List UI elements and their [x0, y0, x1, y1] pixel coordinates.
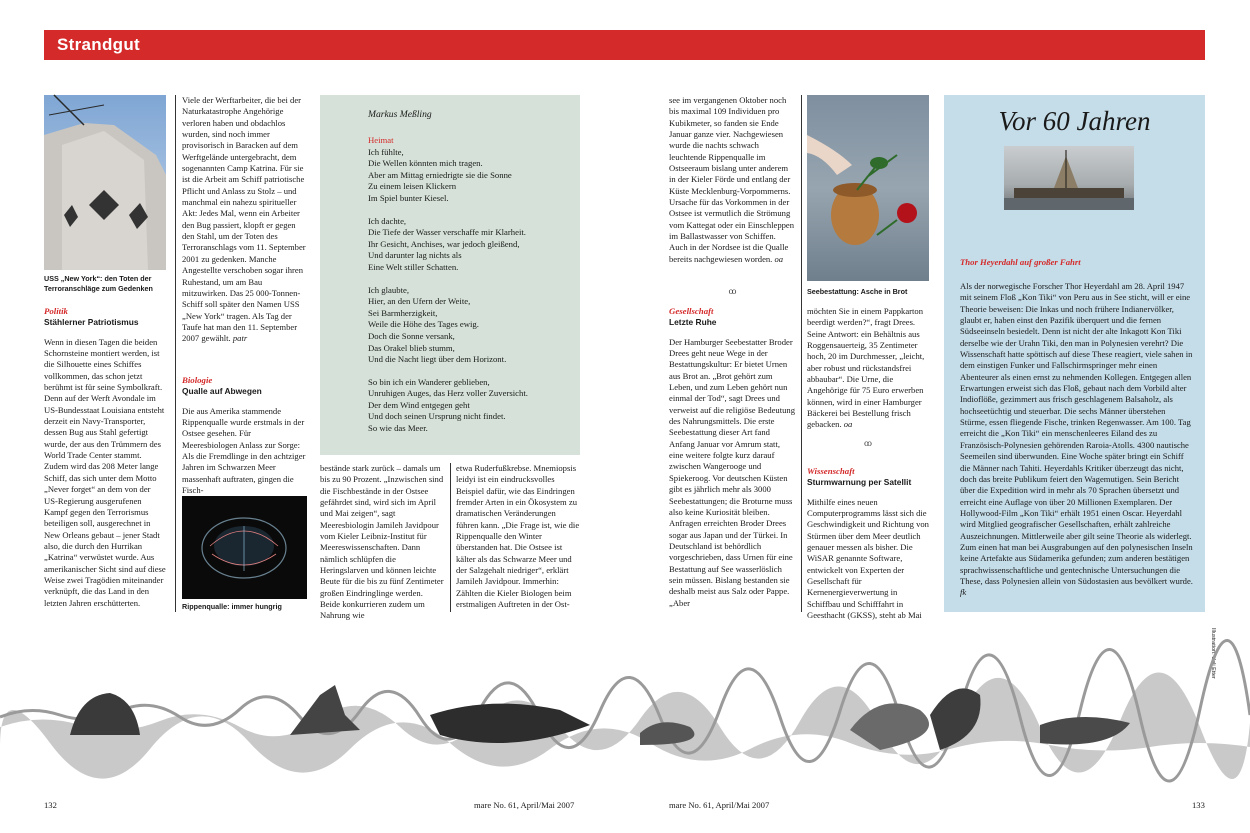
poem-title: Heimat — [368, 135, 394, 145]
poem-line: Das Orakel blieb stumm, — [368, 342, 455, 353]
poem-line: Und doch seinen Ursprung nicht findet. — [368, 411, 506, 422]
poem-line: Ihr Gesicht, Anchises, war jedoch gleißend, — [368, 238, 520, 249]
poem-line: Doch die Sonne versank, — [368, 330, 455, 341]
poem-line: Weile die Höhe des Tages ewig. — [368, 319, 479, 330]
wissenschaft-headline: Sturmwarnung per Satellit — [807, 477, 912, 488]
poem-stanza-3 — [368, 285, 573, 366]
sidebox-title: Vor 60 Jahren — [998, 106, 1151, 136]
poem-stanza-2 — [368, 216, 573, 274]
poem-line: Unruhigen Auges, das Herz voller Zuversicht. — [368, 388, 528, 399]
gesellschaft-headline: Letzte Ruhe — [669, 317, 717, 328]
biologie-body-continued-2: etwa Ruderfußkrebse. Mnemiopsis leidyi ist ein eindrucksvolles Beispiel dafür, wie das Eindringen fremder Arten in ein Ökosystem zu dramatischen Veränderungen führen kann. „Die Frage ist, wie die Rippenqualle den Winter überstanden hat. Die Ostsee ist kälter als das Schwarze Meer und der Salzgehalt niedriger“, erklärt Jamileh Javidpour. Immerhin: Zählten die Kieler Biologen beim erstmaligen Auftreten in der Ost- — [456, 463, 580, 610]
gesellschaft-rubric: Gesellschaft — [669, 306, 714, 316]
biologie-body: Die aus Amerika stammende Rippenqualle wurde erstmals in der Ostsee gesehen. Für Meeresbiologen Anlass zur Sorge: Als die Fremdlinge in den achtziger Jahren im Schwarzen Meer massenhaft auftraten, gingen die Fisch- — [182, 405, 306, 496]
jellyfish-caption: Rippenqualle: immer hungrig — [182, 602, 282, 611]
poem-line: Im Spiel bunter Kiesel. — [368, 192, 449, 203]
poem-line: Ich dachte, — [368, 215, 407, 226]
poem-line: Und darunter lag nichts als — [368, 250, 462, 261]
illustration-credit: Illustration: Ueli Etter — [1210, 628, 1216, 679]
poem-line: Und die Nacht liegt über dem Horizont. — [368, 354, 507, 365]
page-number-right: 133 — [1192, 800, 1205, 810]
politik-body: Wenn in diesen Tagen die beiden Schornsteine montiert werden, ist die Silhouette eines Schiffes vollkommen, das schon jetzt berühmt ist für seine Symbolkraft. Denn auf der Werft Avondale im US-Bundesstaat Louisiana entsteht derzeit ein Navy-Transporter, dessen Bug aus Stahl gefertigt wurde, der aus den Trümmern des World Trade Center stammt. Zudem wird das 208 Meter lange Schiff, das sich unter dem Motto „Never forget“ an dem von der US-Regierung ausgerufenen Kampf gegen den Terrorismus beteiligen soll, ausgerechnet in New Orleans gebaut – jener Stadt also, die durch den Hurrikan „Katrina“ verwüstet wurde. Aus amerikanischer Sicht sind auf diese Weise zwei Tragödien miteinander verknüpft, die das Land in den letzten Jahren erschütterten. — [44, 336, 166, 608]
sidebox-subtitle: Thor Heyerdahl auf großer Fahrt — [960, 257, 1081, 267]
biologie-rubric: Biologie — [182, 375, 213, 385]
flotsam-illustration — [0, 655, 1250, 795]
biologie-body-end: see im vergangenen Oktober noch bis maximal 109 Individuen pro Kubikmeter, so fanden sie Ende Januar ganze vier. Nachgewiesen wurde die nachts schwach leuchtende Rippenqualle im Ostseeraum bislang unter anderem in der Kieler Förde und entlang der Küste Mecklenburg-Vorpommerns. Ursache für das Vorkommen in der Ostsee ist vermutlich die Strömung vom Kattegat oder ein Einschleppen im Ballastwasser von Schiffen. Auch in der Nordsee ist die Qualle bereits nachgewiesen worden. — [669, 95, 795, 264]
bread-urn-caption: Seebestattung: Asche in Brot — [807, 287, 908, 296]
kon-tiki-photo — [1004, 146, 1134, 210]
politik-headline: Stählerner Patriotismus — [44, 317, 139, 328]
poem-box — [320, 95, 580, 455]
poem-line: Ich glaubte, — [368, 284, 410, 295]
politik-continued — [182, 95, 307, 355]
bread-urn-photo — [807, 95, 929, 281]
page-number-left: 132 — [44, 800, 57, 810]
ship-photo-caption: USS „New York“: den Toten der Terroranschläge zum Gedenken — [44, 274, 153, 293]
wissenschaft-rubric: Wissenschaft — [807, 466, 855, 476]
gesellschaft-body: Der Hamburger Seebestatter Broder Drees geht neue Wege in der Bestattungskultur: Er bietet Urnen aus Brot an. „Brot gehört zum Leben, und zum Leben gehört nun einmal der Tod“, sagt Drees und verweist auf die religiöse Bedeutung des Nahrungsmittels. Die erste Seebestattung dieser Art fand Anfang Januar vor Amrum statt, eine weitere folgte kurz darauf zwischen Wangerooge und Spiekeroog. Vor deutschen Küsten gibt es jährlich mehr als 3000 Seebestattungen; die Broturne muss also keine Kuriosität bleiben. Anfragen erreichten Broder Drees sogar aus Japan und der Türkei. In Deutschland ist behördlich vorgeschrieben, dass Urnen für eine Bestattung auf See wasserlöslich sein müssen. Bislang bestanden sie deshalb meist aus Salz oder Pappe. „Aber — [669, 336, 796, 608]
politik-signature: patr — [232, 333, 248, 344]
poem-stanza-1 — [368, 147, 573, 205]
section-header-bar — [44, 30, 1205, 60]
poem-line: Zu einem leisen Klickern — [368, 181, 457, 192]
poem-line: Hier, an den Ufern der Weite, — [368, 296, 471, 307]
issue-info-left: mare No. 61, April/Mai 2007 — [474, 800, 575, 810]
wissenschaft-article — [807, 466, 929, 621]
biologie-continued-3 — [669, 95, 796, 277]
biologie-article — [182, 375, 307, 496]
gesellschaft-article — [669, 306, 796, 612]
gesellschaft-continued — [807, 306, 929, 431]
column-rule — [801, 95, 802, 612]
politik-body-continued: Viele der Werftarbeiter, die bei der Naturkatastrophe Angehörige verloren haben und obdachlos wurden, sind noch immer provisorisch in Baracken auf dem Werftgelände untergebracht, dem sogenannten Camp Katrina. Für sie ist die Arbeit am Schiff patriotische Pflicht und Anlass zu Stolz – und manchmal ein nahezu spiritueller Akt: Jedes Mal, wenn ein Arbeiter den Bug passiert, klopft er gegen den Stahl, um der Toten des Terroranschlags vom 11. September 2001 zu gedenken. Manche Angestellte verschoben sogar ihren Ruhestand, um am Bau mitzuwirken. Das 25 000-Tonnen-Schiff soll später den Namen USS „New York“ tragen. Als Tag der Taufe hat man den 11. September 2007 gewählt. — [182, 95, 306, 344]
section-title: Strandgut — [57, 35, 140, 54]
poem-line: Die Tiefe der Wasser verschaffe mir Klarheit. — [368, 227, 526, 238]
poem-line: So bin ich ein Wanderer geblieben, — [368, 376, 490, 387]
biologie-signature: oa — [774, 253, 784, 264]
poem-line: Eine Welt stiller Schatten. — [368, 261, 459, 272]
wissenschaft-body: Mithilfe eines neuen Computerprogramms lässt sich die Geschwindigkeit und Richtung von Stürmen über dem Meer deutlich genauer messen als bisher. Die WiSAR genannte Software, entwickelt von Experten der Gesellschaft für Kernenergieverwertung in Schiffbau und Schifffahrt in Geesthacht (GKSS), steht ab Mai — [807, 496, 929, 621]
jellyfish-photo — [182, 496, 307, 599]
sidebox-signature: fk — [960, 587, 967, 598]
gesellschaft-signature: oa — [843, 419, 853, 430]
poem-line: Aber am Mittag erniedrigte sie die Sonne — [368, 169, 512, 180]
section-divider: ꝏ — [728, 287, 737, 296]
sidebox-body — [960, 281, 1194, 599]
poem-line: Der dem Wind entgegen geht — [368, 399, 470, 410]
poem-line: Sei Barmherzigkeit, — [368, 307, 438, 318]
biologie-headline: Qualle auf Abwegen — [182, 386, 262, 397]
biologie-continued-2 — [456, 463, 580, 612]
poem-text — [368, 135, 573, 435]
column-rule — [175, 95, 176, 612]
politik-rubric: Politik — [44, 306, 68, 316]
poem-line: So wie das Meer. — [368, 423, 428, 434]
gesellschaft-body-continued: möchten Sie in einem Pappkarton beerdigt werden?“, fragt Drees. Seine Antwort: ein Behältnis aus Roggensauerteig, 35 Zentimeter hoch, 20 im Durchmesser, „leicht, aber robust und rückstandsfrei abbaubar“. Die Urne, die Angehörige für 75 Euro erwerben können, wird in einer Hamburger Bäckerei bei Bestellung frisch gebacken. — [807, 306, 925, 430]
ship-photo — [44, 95, 166, 270]
politik-article — [44, 306, 166, 612]
column-rule — [450, 463, 451, 612]
poem-author: Markus Meßling — [368, 109, 432, 120]
history-sidebox — [944, 95, 1205, 612]
biologie-continued-1 — [320, 463, 444, 621]
issue-info-right: mare No. 61, April/Mai 2007 — [669, 800, 770, 810]
poem-line: Die Wellen könnten mich tragen. — [368, 158, 483, 169]
poem-line: Ich fühlte, — [368, 146, 404, 157]
section-divider: ꝏ — [864, 439, 872, 448]
sidebox-body-text: Als der norwegische Forscher Thor Heyerdahl am 28. April 1947 mit seinem Floß „Kon Tiki“ von Peru aus in See sticht, will er eine Theorie beweisen: Die Inkas und noch frühere Indianervölker, glaubt er, haben einst den Pazifik überquert und die fernen Südseeinseln besiedelt. Denn ist nicht der alte Inkagott Kon Tiki derselbe wie der Urahn Tiki, den man in Polynesien verehrt? Die Wissenschaft hatte spöttisch auf diese These reagiert, viele sahen in dem einstigen Funker und Fallschirmspringer mehr einen Abenteurer als einen ernst zu nehmenden Kollegen. Entgegen allen Erwartungen erweist sich das Floß, gebaut nach dem Vorbild alter Indioflöße, gezimmert aus frisch geschlagenem Balsaholz, als hochseetüchtig und steuerbar. Die sechs Männer überstehen Stürme, essen fliegende Fische, trinken Regenwasser. Am 100. Tag erreicht die „Kon Tiki“ ein menschenleeres Eiland des zu Französisch-Polynesien gehörenden Raroia-Atolls. 4300 nautische Seemeilen sind überwunden. Eine Woche später bringt ein Schiff die Männer nach Tahiti. Heyerdahls Kritiker überzeugt das nicht, doch das breite Publikum feiert den Wagemutigen. Sein Bericht über die Expedition wird in mehr als 70 Sprachen übersetzt und erreicht eine Auflage von über 20 Millionen Exemplaren. Der Hollywood-Film „Kon Tiki“ erhält 1951 einen Oscar. Heyerdahl wird Mitglied geografischer Gesellschaften, erhält zahlreiche Auszeichnungen. Mittlerweile aber gilt seine Theorie als widerlegt. Zum einen hat man bei Ausgrabungen auf den polynesischen Inseln keine Artefakte aus Südamerika gefunden; zum anderen bestätigen sprachwissenschaftliche und gentechnische Untersuchungen die These, dass Polynesien allein von Südostasien aus bevölkert wurde. — [960, 281, 1193, 586]
biologie-body-continued: bestände stark zurück – damals um bis zu 90 Prozent. „Inzwischen sind die Fischbestände in der Ostsee gefährdet sind, wird sich im April und Mai zeigen“, sagt Meeresbiologin Jamileh Javidpour vom Kieler Leibniz-Institut für Meereswissenschaften. Dann nämlich schlüpfen die Heringslarven und können leichte Beute für die bis zu fünf Zentimeter großen Eindringlinge werden. Beide konkurrieren zudem um Nahrung wie — [320, 463, 444, 621]
poem-stanza-4 — [368, 377, 573, 435]
